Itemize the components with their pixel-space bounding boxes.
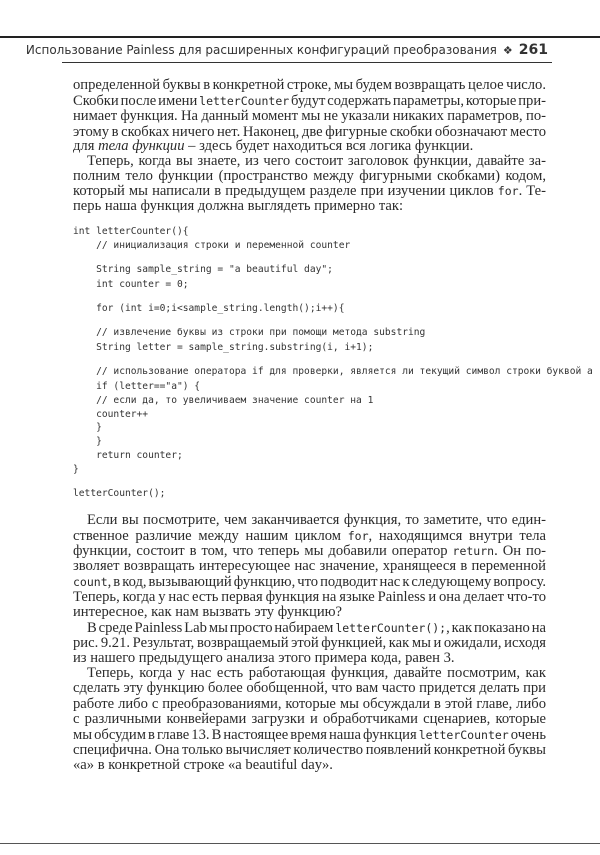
text-segment: функции, состоит в том, что теперь мы добавили оператор bbox=[73, 543, 453, 559]
text-segment: Теперь, когда вы знаете, из чего состоит заголовок функции, давайте за- bbox=[87, 153, 546, 169]
text-segment: , находящимся внутри тела bbox=[368, 528, 547, 544]
text-line bbox=[73, 605, 342, 620]
text-segment: с различными конвейерами загрузки и обработчиками сценариев, которые bbox=[73, 711, 546, 727]
code-line: } bbox=[73, 422, 102, 433]
code-line: int counter = 0; bbox=[73, 279, 189, 290]
running-header bbox=[26, 42, 548, 58]
text-segment: определенной буквы в конкретной строке, мы будем возвращать целое число. bbox=[73, 77, 546, 93]
text-segment: Теперь, когда у нас есть работающая функция, давайте посмотрим, как bbox=[87, 665, 546, 681]
code-line: // извлечение буквы из строки при помощи метода substring bbox=[73, 327, 426, 338]
text-line bbox=[73, 758, 333, 773]
code-line: } bbox=[73, 436, 102, 447]
bottom-rule bbox=[0, 843, 600, 844]
text-line bbox=[73, 697, 546, 712]
text-segment: . Те- bbox=[518, 183, 546, 199]
code-line: // если да, то увеличиваем значение counter на 1 bbox=[73, 395, 374, 406]
text-segment: Если вы посмотрите, чем заканчивается функция, то заметите, что един- bbox=[87, 512, 546, 528]
text-line bbox=[73, 575, 546, 590]
text-line bbox=[73, 636, 546, 651]
text-line bbox=[73, 94, 546, 109]
text-line bbox=[73, 559, 546, 574]
header-rule bbox=[62, 62, 552, 63]
text-line bbox=[73, 544, 546, 559]
text-segment: интересное, как нам вызвать эту функцию? bbox=[73, 604, 343, 620]
inline-code: for bbox=[347, 529, 369, 543]
italic-text: тела функции bbox=[98, 138, 185, 154]
text-line bbox=[73, 139, 473, 154]
text-line bbox=[73, 681, 546, 696]
text-segment: рис. 9.21. Результат, возвращаемый этой функцией, как мы и ожидали, исходя bbox=[73, 635, 546, 651]
text-segment: очень bbox=[508, 727, 546, 743]
text-segment: для bbox=[73, 138, 99, 154]
text-line bbox=[73, 154, 546, 169]
text-line bbox=[73, 78, 546, 93]
text-segment: сделать эту функцию более обобщенной, что вам часто придется делать при bbox=[73, 680, 546, 696]
code-line: counter++ bbox=[73, 409, 149, 420]
text-segment: перь наша функция должна выглядеть примерно так: bbox=[73, 198, 404, 214]
text-segment: мы обсудим в главе 13. В настоящее время наша функция bbox=[73, 727, 419, 743]
text-segment: , как показано на bbox=[446, 620, 546, 636]
code-line: } bbox=[73, 464, 79, 475]
text-segment: нимает функция. На данный момент мы не указали никаких параметров, по- bbox=[73, 108, 546, 124]
text-segment: – здесь будет находиться вся логика функции. bbox=[184, 138, 474, 154]
text-line bbox=[73, 109, 546, 124]
inline-code: letterCounter(); bbox=[335, 621, 447, 635]
text-segment: Теперь, когда у нас есть первая функция на языке Painless и она делает что-то bbox=[73, 589, 546, 605]
text-line bbox=[73, 728, 546, 743]
text-line bbox=[73, 590, 546, 605]
code-line: if (letter=="a") { bbox=[73, 381, 201, 392]
code-line: String letter = sample_string.substring(i, i+1); bbox=[73, 342, 374, 353]
text-segment: зволяет возвращать интересующее нас значение, хранящееся в переменной bbox=[73, 558, 546, 574]
text-line bbox=[73, 513, 546, 528]
inline-code: count bbox=[73, 575, 108, 589]
text-line bbox=[73, 712, 546, 727]
text-line bbox=[73, 184, 546, 199]
text-line bbox=[73, 666, 546, 681]
text-line bbox=[73, 743, 546, 758]
inline-code: return bbox=[452, 544, 495, 558]
page-number: 261 bbox=[518, 42, 548, 58]
inline-code: letterCounter bbox=[199, 94, 290, 108]
text-line bbox=[73, 169, 546, 184]
text-segment: «a» в конкретной строке «a beautiful day». bbox=[73, 757, 333, 773]
text-segment: который мы написали в предыдущем разделе при изучении циклов bbox=[73, 183, 498, 199]
code-line: for (int i=0;i<sample_string.length();i++){ bbox=[73, 303, 345, 314]
text-segment: полним тело функции (пространство между фигурными скобками) кодом, bbox=[73, 168, 546, 184]
text-line bbox=[73, 621, 546, 636]
code-line: letterCounter(); bbox=[73, 488, 166, 499]
text-segment: этому в скобках ничего нет. Наконец, две фигурные скобки обозначают место bbox=[73, 124, 546, 140]
header-diamond-icon: ❖ bbox=[502, 44, 513, 57]
inline-code: letterCounter bbox=[418, 728, 509, 742]
inline-code: for bbox=[497, 184, 519, 198]
text-segment: работе либо с преобразованиями, которые мы обсуждали в этой главе, либо bbox=[73, 696, 546, 712]
code-line: // использование оператора if для проверки, является ли текущий символ строки буквой a bbox=[73, 366, 593, 377]
code-line: String sample_string = "a beautiful day"; bbox=[73, 264, 333, 275]
text-segment: . Он по- bbox=[494, 543, 546, 559]
text-segment: , в код, вызывающий функцию, что подводит нас к следующему вопросу. bbox=[107, 574, 546, 590]
text-line bbox=[73, 199, 403, 214]
code-line: // инициализация строки и переменной counter bbox=[73, 240, 351, 251]
text-segment: Скобки после имени bbox=[73, 93, 200, 109]
text-line bbox=[73, 651, 455, 666]
header-title: Использование Painless для расширенных конфигураций преобразования bbox=[25, 43, 497, 57]
text-segment: ственное различие между нашим циклом bbox=[73, 528, 348, 544]
top-rule bbox=[0, 36, 600, 38]
code-line: return counter; bbox=[73, 450, 183, 461]
code-line: int letterCounter(){ bbox=[73, 226, 189, 237]
text-segment: из нашего предыдущего анализа этого примера кода, равен 3. bbox=[73, 650, 455, 666]
text-line bbox=[73, 529, 546, 544]
text-segment: В среде Painless Lab мы просто набираем bbox=[87, 620, 336, 636]
text-segment: специфична. Она только вычисляет количество появлений конкретной буквы bbox=[73, 742, 546, 758]
text-segment: будут содержать параметры, которые при- bbox=[289, 93, 546, 109]
